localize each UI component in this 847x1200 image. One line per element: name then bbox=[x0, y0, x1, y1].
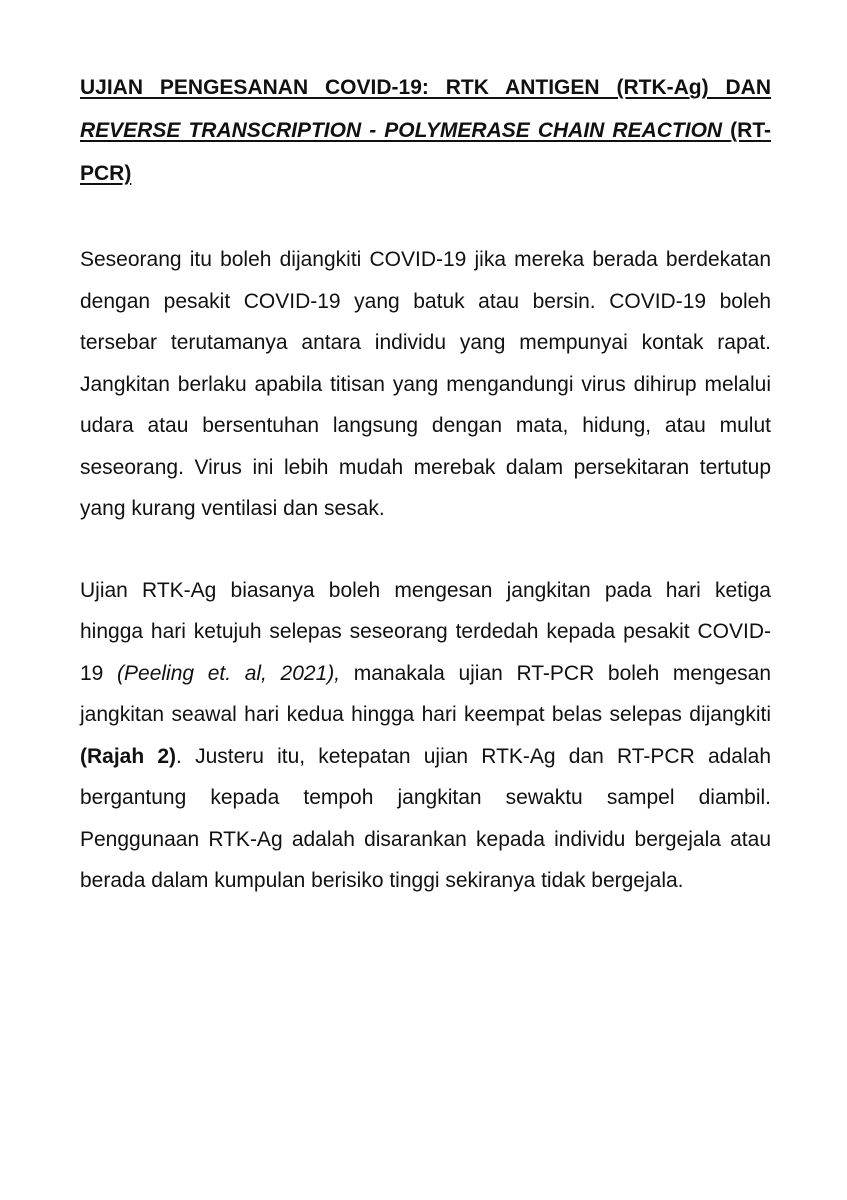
paragraph-2 bbox=[80, 570, 771, 902]
paragraph-1: Seseorang itu boleh dijangkiti COVID-19 jika mereka berada berdekatan dengan pesakit COVID-19 yang batuk atau bersin. COVID-19 boleh tersebar terutamanya antara individu yang mempunyai kontak rapat. Jangkitan berlaku apabila titisan yang mengandungi virus dihirup melalui udara atau bersentuhan langsung dengan mata, hidung, atau mulut seseorang. Virus ini lebih mudah merebak dalam persekitaran tertutup yang kurang ventilasi dan sesak. bbox=[80, 248, 771, 520]
paragraph-2-text-2: manakala ujian RT-PCR boleh mengesan jangkitan seawal hari kedua hingga hari keempat belas selepas dijangkiti bbox=[80, 661, 771, 726]
figure-reference: (Rajah 2) bbox=[80, 744, 177, 768]
title-part-1: UJIAN PENGESANAN COVID-19: RTK ANTIGEN (RTK-Ag) DAN bbox=[80, 76, 771, 99]
title-part-3: (RT-PCR) bbox=[80, 119, 771, 185]
citation: (Peeling et. al, 2021), bbox=[117, 661, 341, 685]
document-title bbox=[80, 66, 771, 195]
paragraph-2-text-3: . Justeru itu, ketepatan ujian RTK-Ag dan RT-PCR adalah bergantung kepada tempoh jangkitan sewaktu sampel diambil. Penggunaan RTK-Ag adalah disarankan kepada individu bergejala atau berada dalam kumpulan berisiko tinggi sekiranya tidak bergejala. bbox=[80, 744, 772, 892]
title-part-2-italic: REVERSE TRANSCRIPTION - POLYMERASE CHAIN REACTION bbox=[80, 119, 731, 142]
paragraph-2-text-1: Ujian RTK-Ag biasanya boleh mengesan jangkitan pada hari ketiga hingga hari ketujuh selepas seseorang terdedah kepada pesakit COVID-19 bbox=[80, 578, 771, 685]
